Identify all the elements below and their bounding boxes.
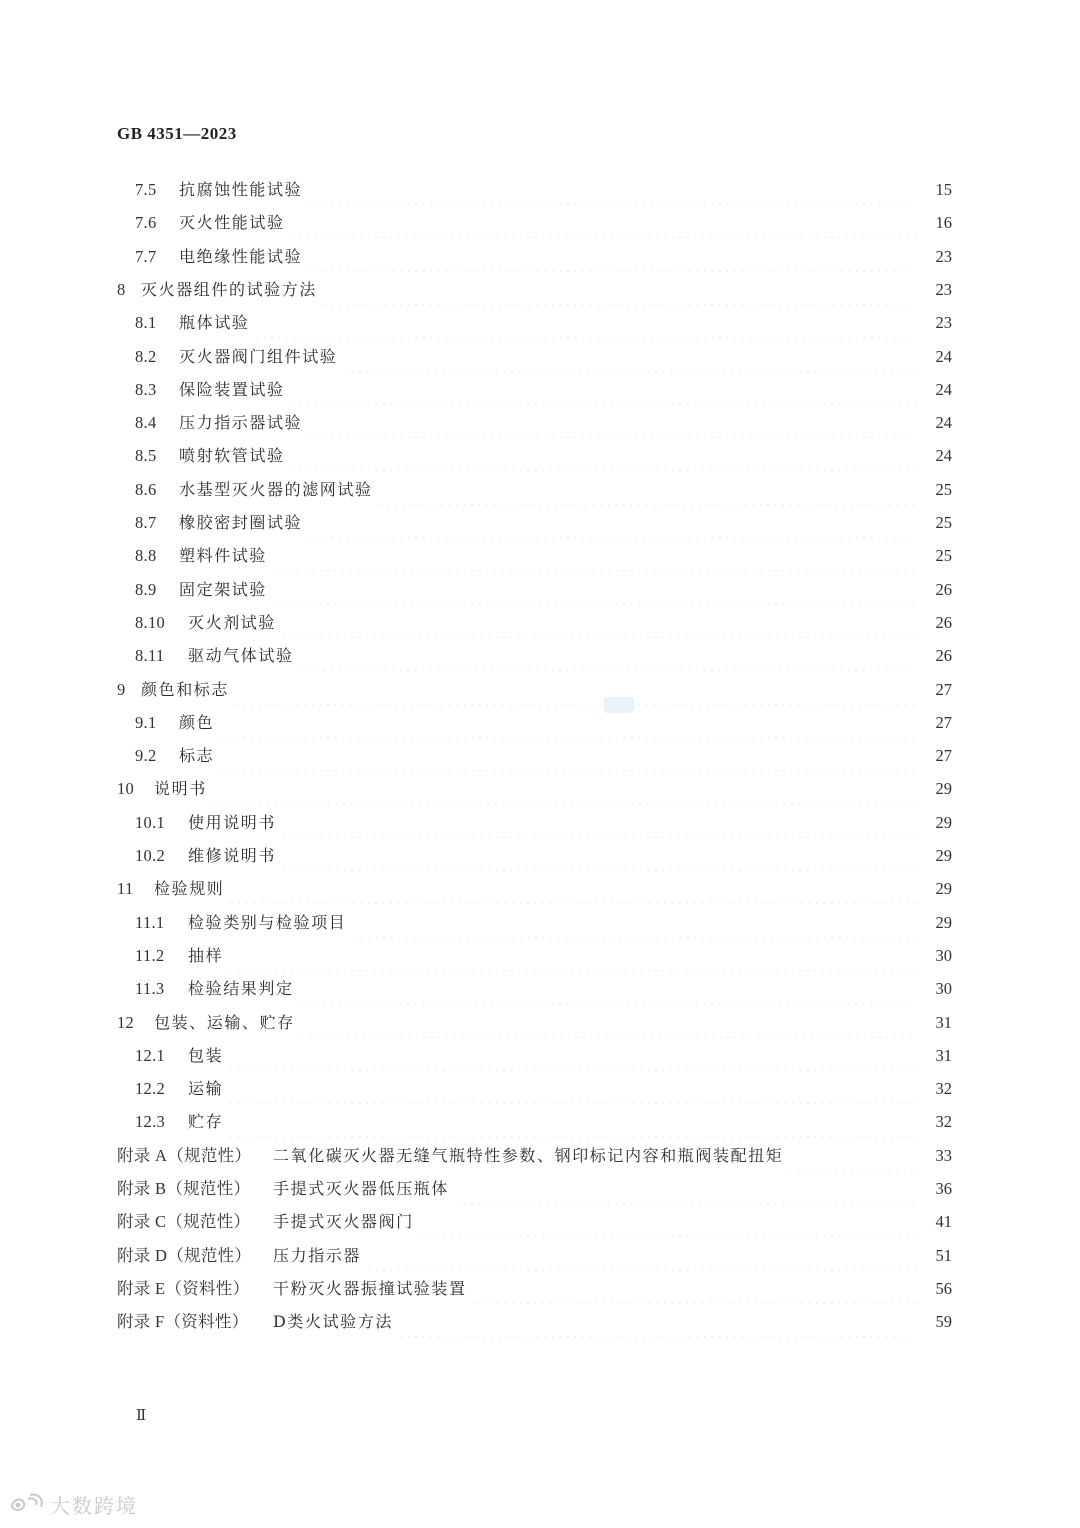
toc-dot-leader — [280, 808, 916, 838]
toc-dot-leader — [306, 508, 916, 538]
toc-entry-page: 41 — [935, 1212, 952, 1232]
toc-dot-leader — [280, 841, 916, 871]
toc-entry-number: 附录 A（规范性） — [117, 1145, 252, 1165]
toc-entry-number: 7.7 — [135, 246, 157, 266]
toc-entry-page: 36 — [935, 1179, 952, 1198]
standard-code: GB 4351—2023 — [117, 124, 237, 143]
toc-entry-title: 灭火器组件的试验方法 — [141, 279, 318, 299]
toc-entry-title: 灭火性能试验 — [179, 213, 285, 233]
toc-dot-leader — [471, 1274, 916, 1304]
toc-entry[interactable] — [117, 874, 952, 904]
toc-entry-number: 8.1 — [135, 313, 157, 333]
toc-entry-title: 压力指示器 — [273, 1245, 362, 1265]
toc-entry-number: 11 — [117, 879, 134, 899]
toc-entry-number: 10 — [117, 779, 135, 799]
toc-dot-leader — [365, 1241, 916, 1271]
toc-entry-number: 9.1 — [135, 712, 157, 732]
toc-entry-number: 12.1 — [135, 1045, 166, 1065]
toc-entry-page: 27 — [935, 746, 952, 766]
toc-entry-number: 8.8 — [135, 546, 157, 566]
toc-entry-page: 29 — [935, 879, 952, 899]
toc-entry-number: 附录 B（规范性） — [117, 1179, 251, 1198]
toc-entry-page: 23 — [935, 246, 952, 266]
toc-entry-title: 瓶体试验 — [179, 313, 250, 333]
toc-entry-title: 保险装置试验 — [179, 379, 285, 399]
toc-entry-title: 说明书 — [154, 779, 207, 799]
toc-entry-title: 检验规则 — [154, 879, 225, 899]
toc-entry-title: 贮存 — [188, 1112, 224, 1132]
toc-entry-title: 检验类别与检验项目 — [188, 912, 347, 932]
toc-entry[interactable] — [135, 308, 952, 338]
toc-dot-leader — [227, 1107, 916, 1137]
toc-entry[interactable] — [135, 575, 952, 605]
toc-entry-title: 手提式灭火器低压瓶体 — [273, 1179, 450, 1198]
toc-entry-number: 10.1 — [135, 812, 166, 832]
toc-dot-leader — [298, 974, 916, 1004]
toc-dot-leader — [271, 541, 916, 571]
toc-entry-title: 标志 — [179, 746, 215, 766]
toc-entry[interactable] — [135, 908, 952, 938]
toc-entry-number: 9 — [117, 679, 126, 699]
toc-entry-number: 8.2 — [135, 346, 157, 366]
toc-entry-title: 灭火器阀门组件试验 — [179, 346, 338, 366]
toc-entry[interactable] — [135, 441, 952, 471]
toc-dot-leader — [271, 575, 916, 605]
toc-entry-title: 干粉灭火器振撞试验装置 — [273, 1278, 467, 1298]
toc-entry-number: 11.3 — [135, 979, 165, 999]
toc-entry[interactable] — [135, 508, 952, 538]
toc-entry[interactable] — [135, 708, 952, 738]
toc-entry-page: 32 — [935, 1112, 952, 1132]
toc-dot-leader — [397, 1307, 916, 1337]
toc-entry-title: 颜色 — [179, 712, 215, 732]
toc-entry-title: 喷射软管试验 — [179, 446, 285, 466]
toc-entry-page: 32 — [935, 1079, 952, 1099]
toc-entry-page: 27 — [935, 712, 952, 732]
toc-entry[interactable] — [135, 375, 952, 405]
toc-entry-page: 29 — [935, 812, 952, 832]
toc-entry-number: 8.7 — [135, 513, 157, 532]
toc-dot-leader — [306, 408, 916, 438]
toc-dot-leader — [306, 175, 916, 205]
toc-entry[interactable] — [135, 1074, 952, 1104]
toc-entry-number: 8.6 — [135, 479, 157, 499]
toc-entry-title: 颜色和标志 — [141, 679, 230, 699]
toc-entry-title: D类火试验方法 — [273, 1312, 394, 1332]
toc-entry-page: 16 — [935, 213, 952, 233]
toc-entry-number: 12.2 — [135, 1079, 166, 1099]
toc-dot-leader — [227, 1041, 916, 1071]
toc-entry-page: 26 — [935, 579, 952, 599]
stamp-mark — [604, 697, 634, 713]
toc-entry[interactable] — [135, 175, 952, 205]
toc-dot-leader — [289, 375, 916, 405]
toc-dot-leader — [298, 641, 916, 671]
weibo-logo-icon — [6, 1493, 46, 1517]
toc-entry-page: 23 — [935, 313, 952, 333]
toc-entry[interactable] — [135, 941, 952, 971]
toc-entry-number: 8.10 — [135, 612, 166, 632]
toc-dot-leader — [228, 874, 916, 904]
toc-entry-page: 24 — [935, 446, 952, 466]
toc-entry[interactable] — [135, 974, 952, 1004]
toc-entry-number: 附录 C（规范性） — [117, 1212, 251, 1232]
toc-entry-page: 23 — [935, 279, 952, 299]
toc-entry-page: 51 — [935, 1245, 952, 1265]
toc-entry-title: 电绝缘性能试验 — [179, 246, 303, 266]
toc-dot-leader — [299, 1008, 916, 1038]
toc-entry-title: 橡胶密封圈试验 — [179, 513, 303, 532]
toc-entry-page: 26 — [935, 646, 952, 666]
toc-entry[interactable] — [117, 1141, 952, 1171]
toc-entry[interactable] — [117, 1274, 952, 1304]
toc-entry-number: 10.2 — [135, 846, 166, 865]
toc-entry-number: 7.6 — [135, 213, 157, 233]
toc-entry-number: 8.9 — [135, 579, 157, 599]
toc-entry[interactable] — [117, 275, 952, 305]
toc-entry-number: 12 — [117, 1012, 135, 1032]
toc-dot-leader — [218, 741, 916, 771]
toc-entry-number: 8.5 — [135, 446, 157, 466]
toc-dot-leader — [289, 208, 916, 238]
toc-dot-leader — [227, 1074, 916, 1104]
toc-entry-page: 25 — [935, 546, 952, 566]
toc-entry-number: 11.1 — [135, 912, 165, 932]
toc-entry[interactable] — [135, 741, 952, 771]
toc-entry-number: 附录 E（资料性） — [117, 1278, 250, 1298]
toc-entry[interactable] — [117, 774, 952, 804]
toc-dot-leader — [289, 441, 916, 471]
toc-entry[interactable] — [135, 1107, 952, 1137]
toc-entry[interactable] — [117, 1307, 952, 1337]
toc-entry-page: 30 — [935, 945, 952, 965]
toc-entry[interactable] — [135, 841, 952, 871]
toc-entry-page: 29 — [935, 846, 952, 865]
toc-entry-number: 8.3 — [135, 379, 157, 399]
toc-entry[interactable] — [135, 808, 952, 838]
toc-entry-page: 15 — [935, 180, 952, 199]
toc-entry-number: 附录 D（规范性） — [117, 1245, 252, 1265]
toc-entry-page: 25 — [935, 479, 952, 499]
toc-entry-number: 8.11 — [135, 646, 165, 666]
toc-entry-page: 33 — [935, 1145, 952, 1165]
toc-dot-leader — [377, 475, 916, 505]
toc-entry[interactable] — [135, 408, 952, 438]
toc-entry-title: 手提式灭火器阀门 — [273, 1212, 414, 1232]
toc-entry[interactable] — [135, 342, 952, 372]
toc-entry-number: 12.3 — [135, 1112, 166, 1132]
toc-dot-leader — [350, 908, 916, 938]
toc-entry[interactable] — [135, 475, 952, 505]
toc-entry-title: 使用说明书 — [188, 812, 277, 832]
toc-entry[interactable] — [117, 1174, 952, 1204]
toc-dot-leader — [341, 342, 916, 372]
toc-entry[interactable] — [135, 242, 952, 272]
toc-entry-title: 灭火剂试验 — [188, 612, 277, 632]
toc-entry-page: 24 — [935, 346, 952, 366]
toc-entry-title: 抗腐蚀性能试验 — [179, 180, 303, 199]
toc-dot-leader — [418, 1207, 916, 1237]
page-number: Ⅱ — [136, 1408, 147, 1424]
toc-entry-title: 包装 — [188, 1045, 224, 1065]
toc-entry-page: 24 — [935, 413, 952, 433]
toc-entry-page: 29 — [935, 779, 952, 799]
toc-entry-page: 31 — [935, 1012, 952, 1032]
toc-dot-leader — [211, 774, 916, 804]
toc-entry[interactable] — [135, 208, 952, 238]
toc-entry-page: 31 — [935, 1045, 952, 1065]
toc-entry-page: 25 — [935, 513, 952, 532]
toc-entry[interactable] — [135, 641, 952, 671]
toc-dot-leader — [453, 1174, 916, 1204]
toc-entry-title: 抽样 — [188, 945, 224, 965]
toc-dot-leader — [253, 308, 916, 338]
toc-dot-leader — [280, 608, 916, 638]
toc-entry[interactable] — [135, 1041, 952, 1071]
toc-entry-title: 维修说明书 — [188, 846, 277, 865]
toc-entry-page: 26 — [935, 612, 952, 632]
toc-dot-leader — [233, 675, 916, 705]
toc-entry-title: 压力指示器试验 — [179, 413, 303, 433]
toc-entry[interactable] — [117, 675, 952, 705]
toc-entry-title: 塑料件试验 — [179, 546, 268, 566]
toc-entry-page: 56 — [935, 1278, 952, 1298]
toc-entry[interactable] — [135, 608, 952, 638]
toc-entry-title: 检验结果判定 — [188, 979, 294, 999]
toc-entry-number: 7.5 — [135, 180, 157, 199]
toc-entry-number: 11.2 — [135, 945, 165, 965]
toc-entry-title: 固定架试验 — [179, 579, 268, 599]
toc-entry[interactable] — [117, 1241, 952, 1271]
toc-dot-leader — [787, 1141, 916, 1171]
toc-entry-page: 59 — [935, 1312, 952, 1332]
toc-entry-page: 27 — [935, 679, 952, 699]
toc-entry-title: 水基型灭火器的滤网试验 — [179, 479, 373, 499]
toc-entry-title: 驱动气体试验 — [188, 646, 294, 666]
toc-entry-page: 30 — [935, 979, 952, 999]
toc-dot-leader — [227, 941, 916, 971]
toc-entry-number: 8.4 — [135, 413, 157, 433]
toc-entry-title: 包装、运输、贮存 — [154, 1012, 295, 1032]
toc-entry[interactable] — [135, 541, 952, 571]
watermark-text: 大数跨境 — [50, 1494, 138, 1518]
toc-entry-title: 运输 — [188, 1079, 224, 1099]
toc-entry-number: 8 — [117, 279, 126, 299]
toc-entry-title: 二氧化碳灭火器无缝气瓶特性参数、钢印标记内容和瓶阀装配扭矩 — [273, 1145, 784, 1165]
toc-entry-page: 29 — [935, 912, 952, 932]
toc-entry[interactable] — [117, 1207, 952, 1237]
toc-entry-page: 24 — [935, 379, 952, 399]
toc-dot-leader — [218, 708, 916, 738]
toc-entry[interactable] — [117, 1008, 952, 1038]
toc-dot-leader — [321, 275, 916, 305]
toc-entry-number: 9.2 — [135, 746, 157, 766]
toc-dot-leader — [306, 242, 916, 272]
toc-entry-number: 附录 F（资料性） — [117, 1312, 249, 1332]
watermark — [6, 1490, 138, 1519]
